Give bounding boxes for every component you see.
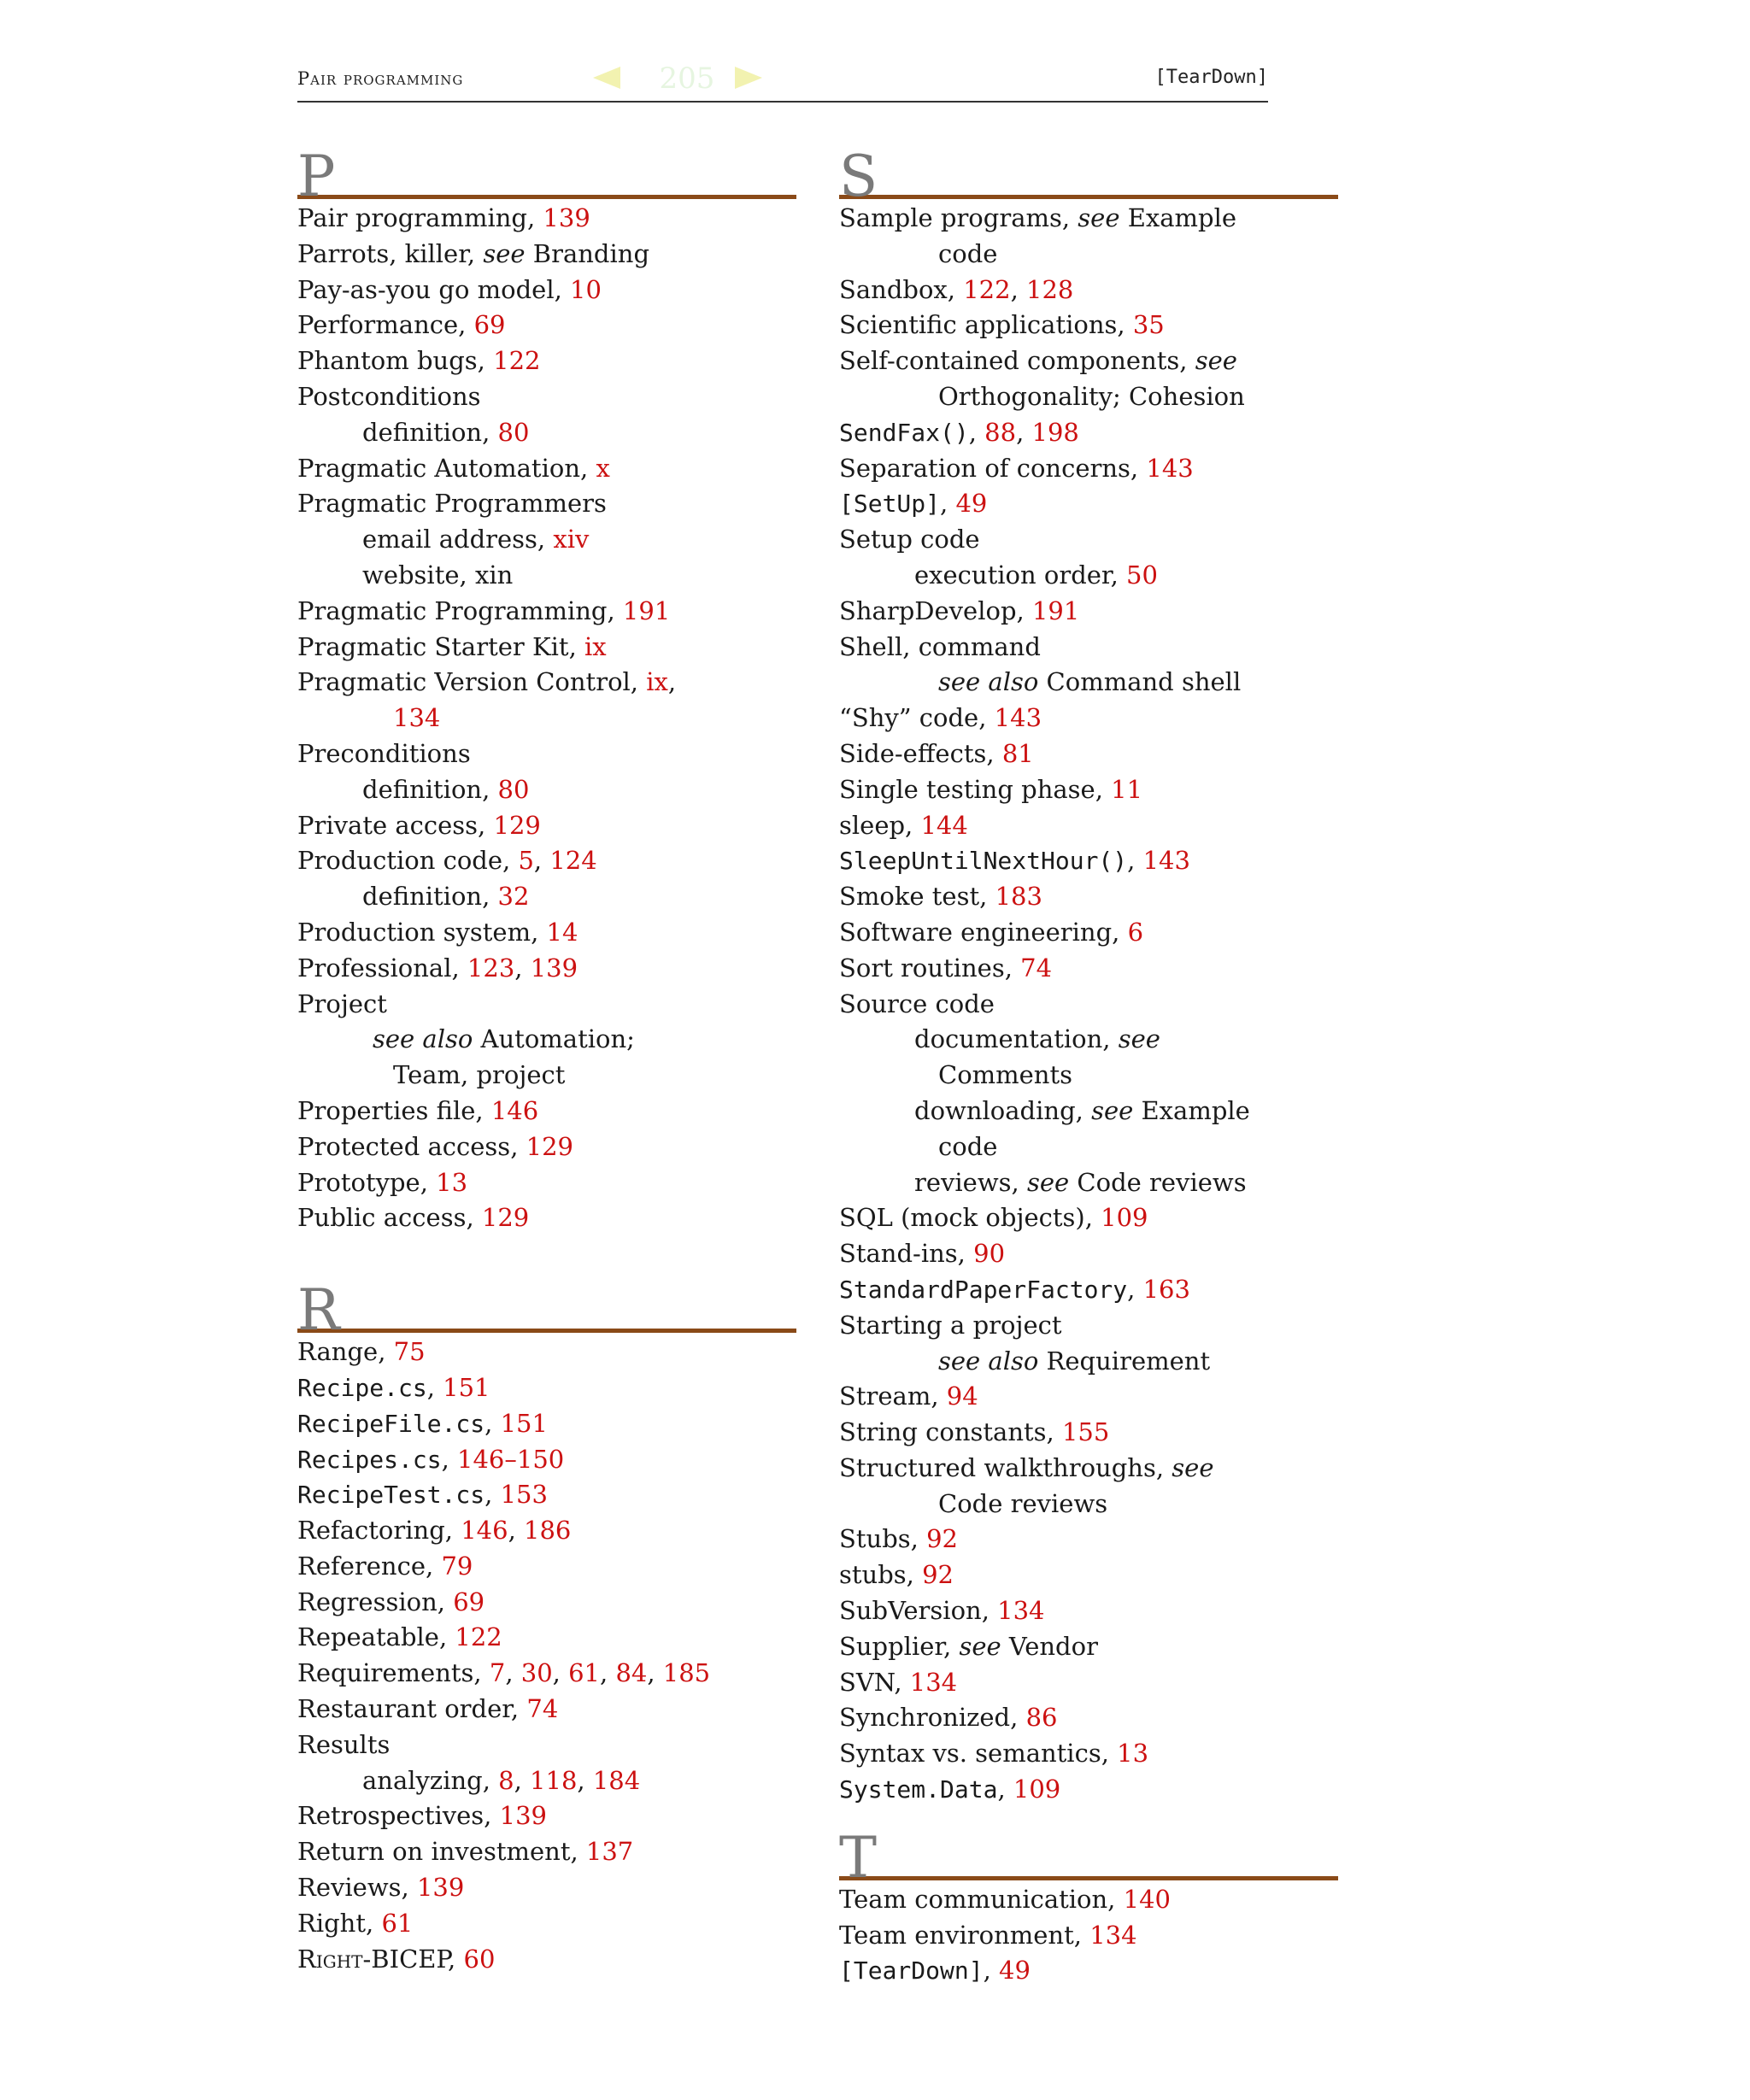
index-see-also: see also Requirement	[938, 1346, 1211, 1376]
index-entry: SharpDevelop, 191	[839, 595, 1080, 625]
index-entry: Production code, 5, 124	[297, 846, 597, 876]
page-link[interactable]: ix	[646, 667, 668, 697]
index-entry: Supplier, see Vendor	[839, 1631, 1098, 1661]
index-entry: Sample programs, see Example	[839, 203, 1237, 232]
index-entry: Team communication, 140	[839, 1884, 1171, 1914]
index-entry: System.Data, 109	[839, 1774, 1061, 1804]
page-link[interactable]: 153	[500, 1480, 548, 1510]
page-link[interactable]: xiv	[553, 525, 590, 554]
index-entry: Retrospectives, 139	[297, 1801, 547, 1831]
page-link[interactable]: 14	[546, 917, 578, 947]
index-entry: Starting a project	[839, 1310, 1062, 1340]
index-entry: Properties file, 146	[297, 1095, 539, 1125]
index-subentry: execution order, 50	[914, 560, 1158, 590]
index-subentry: analyzing, 8, 118, 184	[362, 1765, 641, 1795]
page-link[interactable]: 92	[926, 1524, 958, 1554]
page-link[interactable]: 6	[1127, 917, 1144, 947]
page-link[interactable]: 191	[1031, 595, 1080, 625]
index-entry: Smoke test, 183	[839, 882, 1042, 912]
page-link[interactable]: 140	[1123, 1884, 1171, 1914]
section-tag: [TearDown]	[1154, 67, 1268, 88]
index-entry: [TearDown], 49	[839, 1956, 1031, 1986]
page-link[interactable]: 74	[526, 1694, 559, 1724]
page-link[interactable]: 7	[489, 1658, 506, 1688]
index-entry: Self-contained components, see	[839, 346, 1237, 376]
page-link[interactable]: 109	[1101, 1203, 1148, 1233]
index-subentry: email address, xiv	[362, 525, 590, 554]
index-entry: Regression, 69	[297, 1587, 485, 1616]
page-link[interactable]: 155	[1061, 1417, 1110, 1447]
page-header	[297, 62, 1268, 103]
index-entry: Single testing phase, 11	[839, 774, 1143, 804]
index-entry: Pragmatic Automation, x	[297, 453, 610, 483]
page-link[interactable]: 139	[530, 953, 578, 983]
index-entry: Software engineering, 6	[839, 917, 1144, 947]
index-column-right	[839, 137, 1338, 1989]
page-link[interactable]: 49	[955, 489, 988, 519]
index-entry: RecipeFile.cs, 151	[297, 1408, 548, 1438]
page-link[interactable]: 134	[1089, 1920, 1137, 1950]
page-link[interactable]: 35	[1132, 310, 1165, 340]
page-link[interactable]: 129	[493, 810, 541, 840]
page-link[interactable]: 75	[393, 1337, 426, 1367]
page-link[interactable]: 10	[570, 274, 602, 304]
index-subentry: reviews, see Code reviews	[914, 1167, 1247, 1197]
index-entry: SVN, 134	[839, 1667, 958, 1697]
index-entry: Preconditions	[297, 738, 471, 768]
index-entry: Project	[297, 988, 387, 1018]
index-column-left	[297, 137, 796, 1977]
page-link[interactable]: 143	[1146, 453, 1194, 483]
index-entry: sleep, 144	[839, 810, 968, 840]
index-entry: Range, 75	[297, 1337, 426, 1367]
index-entry: Right, 61	[297, 1908, 414, 1938]
page-link[interactable]: 49	[999, 1956, 1031, 1986]
index-entry: Side-effects, 81	[839, 738, 1034, 768]
page-link[interactable]: 139	[499, 1801, 547, 1831]
page-link[interactable]: 151	[500, 1408, 548, 1438]
index-entry: SleepUntilNextHour(), 143	[839, 846, 1190, 876]
index-entry: SendFax(), 88, 198	[839, 417, 1079, 447]
page-link[interactable]: 84	[615, 1658, 648, 1688]
prev-page-arrow-icon[interactable]	[593, 67, 620, 89]
page-link[interactable]: 146	[490, 1095, 539, 1125]
index-entry: Pay-as-you go model, 10	[297, 274, 602, 304]
index-entry: RecipeTest.cs, 153	[297, 1480, 548, 1510]
index-entry: Phantom bugs, 122	[297, 346, 541, 376]
page-link[interactable]: 129	[526, 1131, 573, 1161]
index-entry: Reviews, 139	[297, 1873, 465, 1903]
page-link[interactable]: 134	[997, 1596, 1045, 1626]
page-link[interactable]: 80	[497, 774, 530, 804]
index-entry: Public access, 129	[297, 1203, 530, 1233]
index-entry: Pragmatic Programmers	[297, 489, 607, 519]
page-link[interactable]: 143	[994, 703, 1042, 733]
index-entry: Production system, 14	[297, 917, 578, 947]
index-entry: Setup code	[839, 525, 980, 554]
index-entry: Reference, 79	[297, 1551, 473, 1581]
page-link[interactable]: 11	[1111, 774, 1143, 804]
index-entry: Syntax vs. semantics, 13	[839, 1739, 1149, 1769]
page-link[interactable]: 61	[381, 1908, 414, 1938]
index-entry: Pragmatic Programming, 191	[297, 595, 671, 625]
next-page-arrow-icon[interactable]	[735, 67, 762, 89]
page-link[interactable]: 80	[497, 417, 530, 447]
page-link[interactable]: x	[596, 453, 610, 483]
page-link[interactable]: 13	[1117, 1739, 1149, 1769]
index-subentry: documentation, see	[914, 1024, 1160, 1054]
page-link[interactable]: 143	[1142, 846, 1190, 876]
index-entry: Professional, 123, 139	[297, 953, 578, 983]
index-see-also: see also Command shell	[938, 667, 1242, 697]
section-heading-t: T	[839, 1818, 1338, 1880]
page-link[interactable]: 134	[393, 703, 441, 733]
page-link[interactable]: 109	[1013, 1774, 1061, 1804]
page-link[interactable]: 139	[416, 1873, 465, 1903]
page-link[interactable]: 81	[1001, 738, 1034, 768]
index-entry: Postconditions	[297, 381, 481, 411]
page-link[interactable]: 163	[1142, 1274, 1190, 1304]
page-link[interactable]: 5	[518, 846, 534, 876]
index-entry-continuation: Team, project	[393, 1060, 566, 1090]
index-subentry: definition, 80	[362, 417, 530, 447]
index-entry: Recipes.cs, 146–150	[297, 1444, 565, 1474]
index-entry-continuation: Orthogonality; Cohesion	[938, 381, 1245, 411]
index-entry-continuation: code	[938, 1131, 998, 1161]
page-link[interactable]: 185	[662, 1658, 711, 1688]
index-entry: stubs, 92	[839, 1560, 954, 1590]
index-entry-continuation	[297, 701, 796, 736]
page-link[interactable]: 60	[463, 1944, 496, 1974]
index-entry: Sandbox, 122, 128	[839, 274, 1074, 304]
index-entry-continuation: Comments	[938, 1060, 1073, 1090]
index-entry: Performance, 69	[297, 310, 506, 340]
page-link[interactable]: 124	[549, 846, 597, 876]
index-entry: Private access, 129	[297, 810, 541, 840]
index-subentry: downloading, see Example	[914, 1095, 1250, 1125]
page-link[interactable]: 90	[973, 1239, 1006, 1269]
page-link[interactable]: 122	[963, 274, 1011, 304]
page-link[interactable]: 198	[1031, 417, 1079, 447]
page-link[interactable]: 94	[946, 1381, 978, 1411]
page-link[interactable]: 69	[473, 310, 506, 340]
index-entry: Requirements, 7, 30, 61, 84, 185	[297, 1658, 711, 1688]
running-head: Pair programming	[297, 68, 464, 89]
page-link[interactable]: 30	[520, 1658, 553, 1688]
index-see-also: see also Automation;	[373, 1024, 635, 1054]
index-subentry: website, xin	[362, 560, 514, 590]
page-link[interactable]: 79	[441, 1551, 473, 1581]
section-heading-p: P	[297, 137, 796, 199]
page-link[interactable]: 8	[498, 1765, 514, 1795]
index-entry: Restaurant order, 74	[297, 1694, 559, 1724]
page-link[interactable]: ix	[584, 631, 607, 661]
index-entry: Source code	[839, 988, 995, 1018]
page-link[interactable]: 146–150	[457, 1444, 565, 1474]
page-number: 205	[659, 62, 715, 96]
page-link[interactable]: 69	[453, 1587, 485, 1616]
page-link[interactable]: 183	[995, 882, 1042, 912]
page-link[interactable]: 86	[1025, 1703, 1058, 1733]
page-link[interactable]: 191	[622, 595, 671, 625]
page-link[interactable]: 151	[443, 1372, 490, 1402]
page-link[interactable]: 13	[436, 1167, 468, 1197]
page-link[interactable]: 74	[1020, 953, 1053, 983]
index-entry: Sort routines, 74	[839, 953, 1053, 983]
index-entry: Results	[297, 1729, 391, 1759]
index-entry: SubVersion, 134	[839, 1596, 1045, 1626]
index-entry: “Shy” code, 143	[839, 703, 1042, 733]
index-entry: Team environment, 134	[839, 1920, 1137, 1950]
page-link[interactable]: 139	[543, 203, 590, 232]
index-entry: String constants, 155	[839, 1417, 1110, 1447]
index-entry: Synchronized, 86	[839, 1703, 1058, 1733]
section-heading-r: R	[297, 1270, 796, 1333]
index-entry: Pragmatic Version Control, ix,	[297, 667, 677, 697]
index-entry: Stubs, 92	[839, 1524, 958, 1554]
index-entry: Scientific applications, 35	[839, 310, 1165, 340]
page-link[interactable]: 144	[920, 810, 968, 840]
index-entry: Right-BICEP, 60	[297, 1944, 496, 1974]
page-link[interactable]: 123	[467, 953, 515, 983]
page-link[interactable]: 122	[493, 346, 541, 376]
index-entry-continuation: code	[938, 238, 998, 268]
page-link[interactable]: 88	[984, 417, 1017, 447]
index-entry: Separation of concerns, 143	[839, 453, 1194, 483]
page-link[interactable]: 134	[909, 1667, 958, 1697]
index-entry: Stream, 94	[839, 1381, 978, 1411]
page-link[interactable]: 128	[1026, 274, 1074, 304]
index-entry: StandardPaperFactory, 163	[839, 1274, 1190, 1304]
index-entry: Recipe.cs, 151	[297, 1372, 490, 1402]
index-entry-continuation: Code reviews	[938, 1488, 1108, 1518]
page-link[interactable]: 122	[455, 1622, 502, 1652]
page-link[interactable]: 137	[585, 1837, 634, 1867]
index-entry: Parrots, killer, see Branding	[297, 238, 650, 268]
page-link[interactable]: 146	[461, 1516, 508, 1546]
index-subentry: definition, 80	[362, 774, 530, 804]
index-subentry: definition, 32	[362, 882, 530, 912]
page-link[interactable]: 186	[524, 1516, 572, 1546]
index-entry: Prototype, 13	[297, 1167, 468, 1197]
page-link[interactable]: 92	[922, 1560, 954, 1590]
index-entry: Structured walkthroughs, see	[839, 1452, 1214, 1482]
index-entry: Stand-ins, 90	[839, 1239, 1006, 1269]
index-entry: Protected access, 129	[297, 1131, 573, 1161]
page-link[interactable]: 32	[497, 882, 530, 912]
index-entry: [SetUp], 49	[839, 489, 988, 519]
index-entry: SQL (mock objects), 109	[839, 1203, 1148, 1233]
page-link[interactable]: 129	[481, 1203, 530, 1233]
section-heading-s: S	[839, 137, 1338, 199]
index-entry: Return on investment, 137	[297, 1837, 634, 1867]
page-link[interactable]: 50	[1126, 560, 1158, 590]
page-link[interactable]: 118	[530, 1765, 578, 1795]
index-entry: Pair programming, 139	[297, 203, 590, 232]
index-entry: Shell, command	[839, 631, 1041, 661]
index-entry: Refactoring, 146, 186	[297, 1516, 572, 1546]
page-link[interactable]: 184	[592, 1765, 641, 1795]
index-entry: Repeatable, 122	[297, 1622, 502, 1652]
page-link[interactable]: 61	[568, 1658, 600, 1688]
index-entry: Pragmatic Starter Kit, ix	[297, 631, 607, 661]
